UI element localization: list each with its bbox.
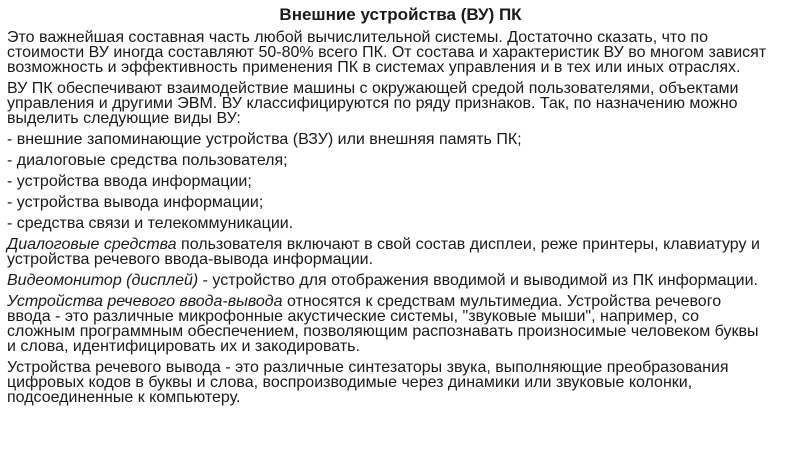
list-item-text: - устройства вывода информации; (7, 194, 264, 211)
paragraph-dialog-means (7, 237, 794, 267)
text-line: подсоединенные к компьютеру. (7, 389, 241, 406)
list-item-text: - диалоговые средства пользователя; (7, 152, 288, 169)
italic-lead: Диалоговые средства (7, 236, 177, 253)
paragraph-speech-output (7, 360, 794, 405)
text-line: ВУ ПК обеспечивают взаимодействие машины с окружающей средой пользователями, объектами (7, 80, 739, 97)
italic-lead: Устройства речевого ввода-вывода (7, 293, 283, 310)
list-item-telecom (7, 216, 794, 231)
list-item-text: - внешние запоминающие устройства (ВЗУ) или внешняя память ПК; (7, 131, 522, 148)
text-line (7, 273, 794, 288)
text-segment: - устройство для отображения вводимой и выводимой из ПК информации. (198, 272, 758, 289)
list-item-input-devices (7, 174, 794, 189)
paragraph-classification (7, 81, 794, 126)
list-item-text: - средства связи и телекоммуникации. (7, 215, 294, 232)
text-line: ввода - это различные микрофонные акустические системы, "звуковые мыши", например, со (7, 308, 699, 325)
text-line: стоимости ВУ иногда составляют 50-80% всего ПК. От состава и характеристик ВУ во многом зависят (7, 44, 767, 61)
text-segment: относятся к средствам мультимедиа. Устройства речевого (282, 293, 722, 310)
italic-lead: Видеомонитор (дисплей) (7, 272, 199, 289)
text-line: управления и другими ЭВМ. ВУ классифицируются по ряду признаков. Так, по назначению можно (7, 95, 738, 112)
text-line: возможность и эффективность применения ПК в системах управления и в тех или иных отраслях. (7, 59, 741, 76)
paragraph-speech-io (7, 294, 794, 354)
text-line: устройства речевого ввода-вывода информации. (7, 251, 374, 268)
text-line: Это важнейшая составная часть любой вычислительной системы. Достаточно сказать, что по (7, 29, 708, 46)
paragraph-videomonitor (7, 273, 794, 288)
text-line: Устройства речевого вывода - это различные синтезаторы звука, выполняющие преобразования (7, 359, 729, 376)
paragraph-intro (7, 30, 794, 75)
text-line (7, 237, 794, 252)
text-line (7, 294, 794, 309)
text-line: и слова, идентифицировать их и закодировать. (7, 338, 360, 355)
text-segment: пользователя включают в свой состав дисплеи, реже принтеры, клавиатуру и (176, 236, 760, 253)
list-item-output-devices (7, 195, 794, 210)
text-line: цифровых кодов в буквы и слова, воспроизводимые через динамики или звуковые колонки, (7, 374, 693, 391)
text-line: выделить следующие виды ВУ: (7, 110, 241, 127)
text-line: сложным программным обеспечением, позволяющим распознавать произносимые человеком буквы (7, 323, 759, 340)
list-item-external-storage (7, 132, 794, 147)
list-item-dialog-means (7, 153, 794, 168)
list-item-text: - устройства ввода информации; (7, 173, 252, 190)
slide-title: Внешние устройства (ВУ) ПК (279, 5, 522, 24)
slide-body (7, 30, 794, 405)
